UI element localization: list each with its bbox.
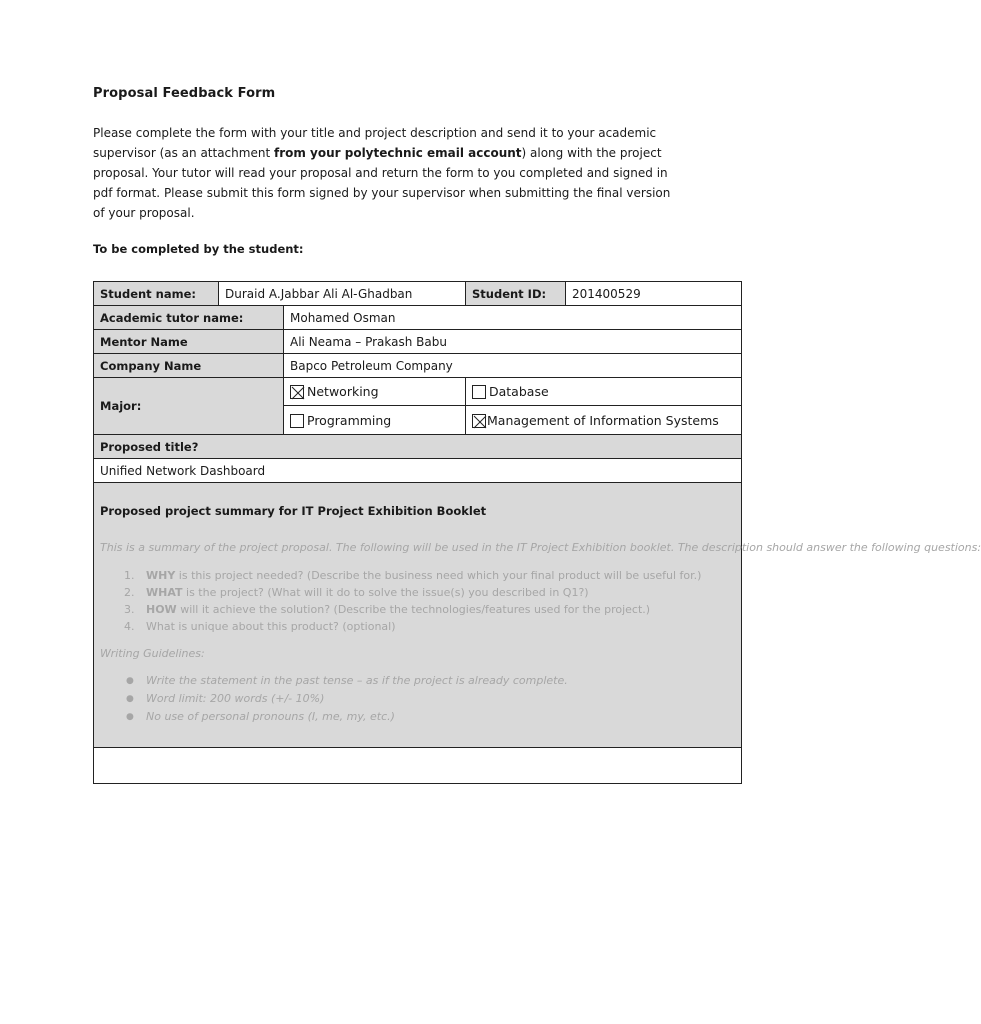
tutor-field[interactable]: Mohamed Osman: [284, 306, 742, 330]
major-label: Major:: [94, 378, 284, 435]
summary-instructions-row: [94, 483, 742, 748]
tutor-label: Academic tutor name:: [94, 306, 284, 330]
list-item: ● Write the statement in the past tense – as if the project is already complete.: [100, 672, 735, 690]
title-label-row: [94, 435, 742, 459]
page-title: Proposal Feedback Form: [93, 86, 276, 101]
intro-bold-text: from your polytechnic email account: [273, 146, 522, 160]
major-option-label: Networking: [307, 384, 379, 399]
student-id-label: Student ID:: [466, 282, 566, 306]
major-option-label: Programming: [307, 412, 392, 428]
proposed-title-label: Proposed title?: [94, 435, 742, 459]
intro-text-2: ) along with the project proposal. Your tutor will read your proposal and return the form to you completed and signed in pdf format. Please submit this form signed by your supervisor when submitting the final version of your proposal.: [93, 146, 671, 220]
major-option-label: Management of Information Systems: [487, 412, 719, 428]
company-field[interactable]: Bapco Petroleum Company: [284, 354, 742, 378]
questions-list: [100, 567, 735, 635]
checkbox-empty-icon[interactable]: [290, 414, 304, 428]
summary-heading: Proposed project summary for IT Project Exhibition Booklet: [100, 504, 487, 518]
list-item: 3. HOW will it achieve the solution? (Describe the technologies/features used for the project.): [124, 603, 651, 616]
intro-paragraph: [93, 123, 683, 223]
title-value-row: [94, 459, 742, 483]
student-id-field[interactable]: 201400529: [566, 282, 742, 306]
summary-value-row: [94, 748, 742, 784]
bullet-icon: ●: [126, 694, 134, 704]
list-item: ● Word limit: 200 words (+/- 10%): [100, 690, 735, 708]
major-option-networking[interactable]: [284, 378, 466, 406]
list-item: 4. What is unique about this product? (optional): [124, 620, 396, 633]
major-row-1: [94, 378, 742, 406]
summary-description: This is a summary of the project proposal. The following will be used in the IT Project Exhibition booklet. The description should answer the following questions:: [100, 541, 981, 554]
student-name-field[interactable]: Duraid A.Jabbar Ali Al-Ghadban: [219, 282, 466, 306]
tutor-row: [94, 306, 742, 330]
list-item: 2. WHAT is the project? (What will it do to solve the issue(s) you described in Q1?): [124, 586, 589, 599]
mentor-label: Mentor Name: [94, 330, 284, 354]
intro-text-1: Please complete the form with your title and project description and send it to your academic supervisor (as an attachment: [93, 126, 657, 160]
student-section-heading: To be completed by the student:: [93, 242, 304, 256]
guidelines-list: [100, 672, 735, 726]
major-option-programming[interactable]: [284, 406, 466, 435]
bullet-icon: ●: [126, 712, 134, 722]
major-option-database[interactable]: [466, 378, 742, 406]
checkbox-checked-icon[interactable]: [472, 414, 486, 428]
student-name-label: Student name:: [94, 282, 219, 306]
mentor-row: [94, 330, 742, 354]
student-row: [94, 282, 742, 306]
list-item: ● No use of personal pronouns (I, me, my, etc.): [100, 708, 735, 726]
checkbox-empty-icon[interactable]: [472, 385, 486, 399]
company-label: Company Name: [94, 354, 284, 378]
major-option-label: Database: [489, 384, 549, 399]
list-item: 1. WHY is this project needed? (Describe the business need which your final product will be useful for.): [124, 569, 702, 582]
proposal-form-table: [93, 281, 981, 784]
checkbox-checked-icon[interactable]: [290, 385, 304, 399]
guidelines-heading: Writing Guidelines:: [100, 647, 205, 660]
major-option-mis[interactable]: [466, 406, 742, 435]
company-row: [94, 354, 742, 378]
summary-instructions: [94, 483, 981, 748]
bullet-icon: ●: [126, 676, 134, 686]
proposed-title-field[interactable]: Unified Network Dashboard: [94, 459, 742, 483]
summary-field[interactable]: [94, 748, 742, 784]
mentor-field[interactable]: Ali Neama – Prakash Babu: [284, 330, 742, 354]
